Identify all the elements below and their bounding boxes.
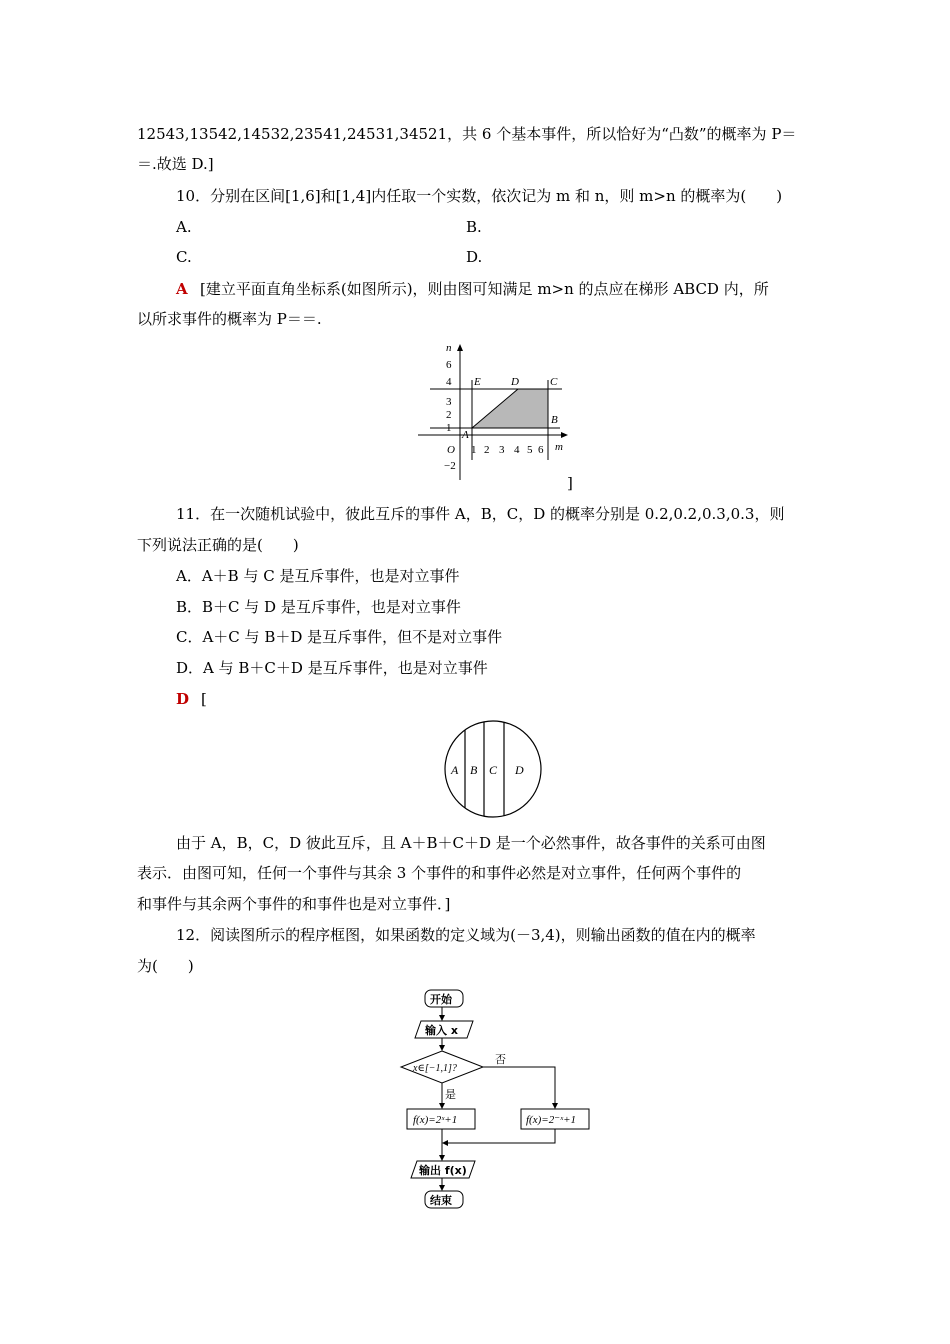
- y-tick-6: 6: [446, 359, 452, 371]
- flow-no-label: 否: [495, 1053, 506, 1066]
- venn-label-c: C: [489, 763, 498, 777]
- q10-answer: A: [176, 280, 188, 298]
- q11-stem-1: 11．在一次随机试验中，彼此互斥的事件 A，B，C，D 的概率分别是 0.2,0.2,0.3,0.3，则: [176, 505, 785, 523]
- q11-option-a: A．A＋B 与 C 是互斥事件，也是对立事件: [176, 567, 460, 585]
- q12-stem-1: 12．阅读图所示的程序框图，如果函数的定义域为(－3,4)，则输出函数的值在内的概率: [176, 926, 756, 944]
- venn-label-a: A: [451, 763, 459, 777]
- q11-expl-1: 由于 A，B，C，D 彼此互斥，且 A＋B＋C＋D 是一个必然事件，故各事件的关系可由图: [176, 834, 766, 852]
- point-c-label: C: [550, 376, 558, 388]
- y-tick-neg2: −2: [444, 460, 456, 472]
- flow-decision: x∈[−1,1]?: [413, 1063, 457, 1074]
- q12-stem-2: 为( ): [137, 957, 194, 975]
- point-d-label: D: [511, 376, 519, 388]
- q11-expl-3: 和事件与其余两个事件的和事件也是对立事件．]: [137, 895, 451, 913]
- q11-venn-diagram: [440, 718, 546, 820]
- x-tick-5: 5: [527, 444, 533, 456]
- x-tick-6: 6: [538, 444, 544, 456]
- q9-line-2: ＝.故选 D.]: [137, 155, 214, 173]
- origin-label: O: [447, 444, 455, 456]
- x-tick-2: 2: [484, 444, 490, 456]
- point-e-label: E: [474, 376, 481, 388]
- y-tick-1: 1: [446, 422, 452, 434]
- x-tick-1: 1: [471, 444, 477, 456]
- x-tick-3: 3: [499, 444, 505, 456]
- q9-line-1: 12543,13542,14532,23541,24531,34521，共 6 个基本事件，所以恰好为“凸数”的概率为 P＝: [137, 125, 797, 143]
- q11-stem-2: 下列说法正确的是( ): [137, 536, 299, 554]
- q11-option-b: B．B＋C 与 D 是互斥事件，也是对立事件: [176, 598, 461, 616]
- flow-left-box: f(x)=2ˣ+1: [413, 1114, 458, 1126]
- x-axis-label: m: [555, 441, 563, 453]
- flow-start: 开始: [430, 993, 452, 1006]
- x-tick-4: 4: [514, 444, 520, 456]
- flow-end: 结束: [430, 1194, 452, 1207]
- q11-option-c: C．A＋C 与 B＋D 是互斥事件，但不是对立事件: [176, 628, 503, 646]
- q10-stem: 10．分别在区间[1,6]和[1,4]内任取一个实数，依次记为 m 和 n，则 m>n 的概率为( ): [176, 187, 783, 205]
- venn-label-d: D: [515, 763, 524, 777]
- q10-option-c: C.: [176, 248, 192, 266]
- y-tick-2: 2: [446, 409, 452, 421]
- point-b-label: B: [551, 414, 558, 426]
- flow-output: 输出 f(x): [419, 1164, 467, 1177]
- q10-option-b: B.: [466, 218, 482, 236]
- point-a-label: A: [462, 429, 469, 441]
- q10-coordinate-figure: [410, 340, 575, 490]
- q11-option-d: D．A 与 B＋C＋D 是互斥事件，也是对立事件: [176, 659, 488, 677]
- q10-option-a: A.: [176, 218, 192, 236]
- q11-expl-2: 表示．由图可知，任何一个事件与其余 3 个事件的和事件必然是对立事件，任何两个事件的: [137, 864, 742, 882]
- y-tick-4: 4: [446, 376, 452, 388]
- venn-label-b: B: [470, 763, 478, 777]
- q10-option-d: D.: [466, 248, 483, 266]
- q11-open-bracket: [: [201, 690, 207, 708]
- y-tick-3: 3: [446, 396, 452, 408]
- q10-expl-2: 以所求事件的概率为 P＝＝.: [137, 310, 322, 328]
- flow-yes-label: 是: [445, 1088, 456, 1101]
- flow-input: 输入 x: [425, 1024, 458, 1037]
- y-axis-label: n: [446, 342, 452, 354]
- q10-expl-1: [建立平面直角坐标系(如图所示)，则由图可知满足 m>n 的点应在梯形 ABCD 内，所: [200, 280, 769, 298]
- q11-answer: D: [176, 690, 190, 708]
- flow-right-box: f(x)=2⁻ˣ+1: [526, 1114, 577, 1126]
- q10-close-bracket: ]: [567, 474, 573, 492]
- q12-flowchart: [395, 985, 595, 1215]
